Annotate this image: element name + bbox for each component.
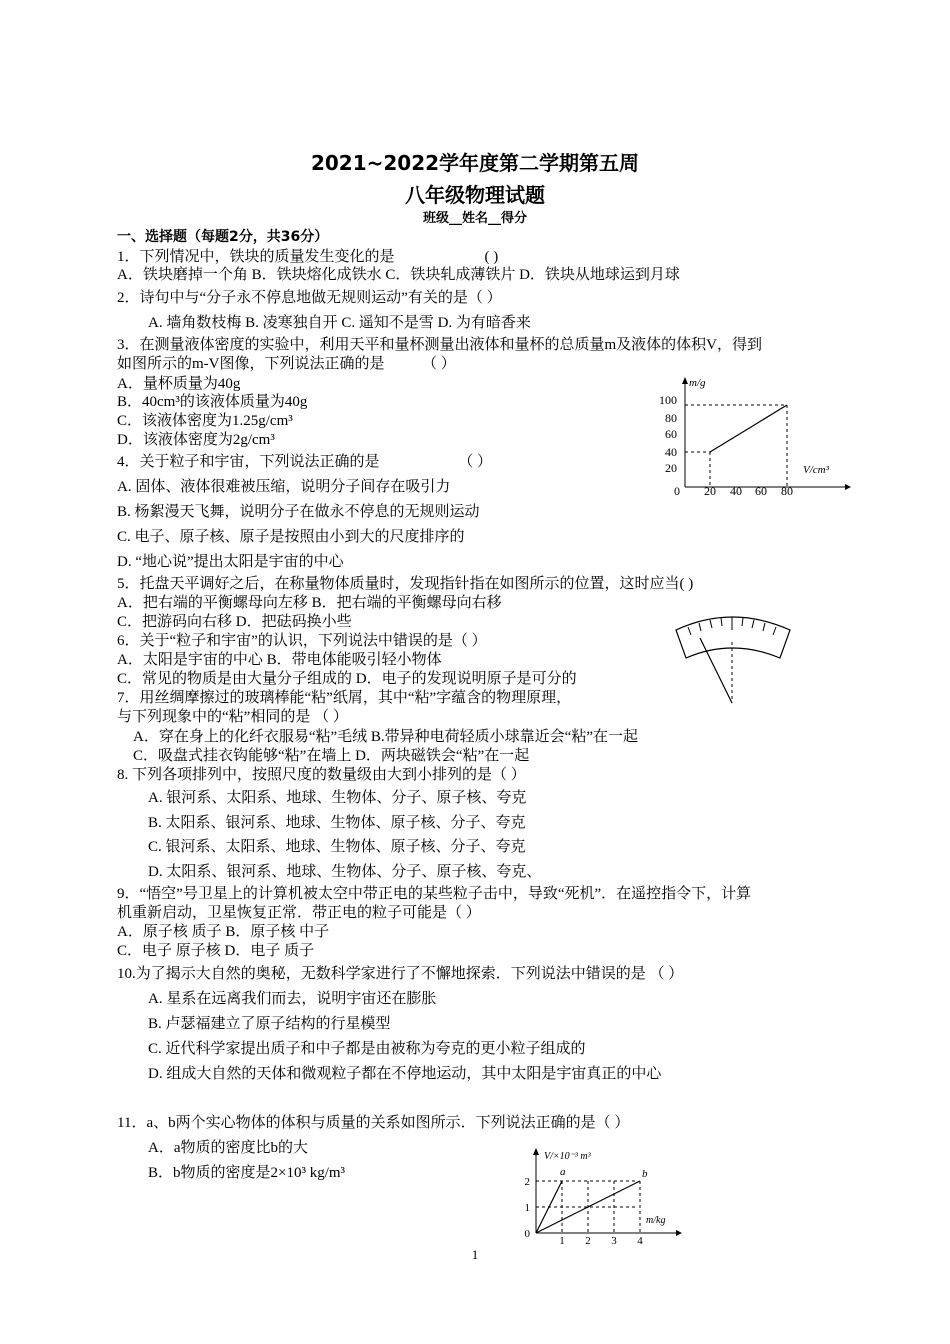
question-line: 11．a、b两个实心物体的体积与质量的关系如图所示．下列说法正确的是（ ） — [117, 1115, 630, 1131]
y-tick: 60 — [665, 427, 677, 441]
question-line: B. 杨絮漫天飞舞，说明分子在做永不停息的无规则运动 — [117, 504, 480, 520]
question-line: B. 卢瑟福建立了原子结构的行星模型 — [148, 1016, 391, 1032]
y-tick: 80 — [665, 411, 677, 425]
data-line — [710, 405, 787, 452]
question-line: 10.为了揭示大自然的奥秘，无数科学家进行了不懈地探索．下列说法中错误的是 （ ） — [117, 966, 684, 982]
question-line: A. 银河系、太阳系、地球、生物体、分子、原子核、夸克 — [148, 790, 527, 806]
question-line: 9．“悟空”号卫星上的计算机被太空中带正电的某些粒子击中，导致“死机”．在遥控指令下，计算 — [117, 886, 752, 902]
question-line: A．太阳是宇宙的中心 B．带电体能吸引轻小物体 — [117, 652, 442, 668]
y-tick: 20 — [665, 461, 677, 475]
question-line: C．该液体密度为1.25g/cm³ — [117, 413, 293, 429]
x-tick: 40 — [730, 484, 742, 498]
page-title: 2021~2022学年度第二学期第五周 — [310, 151, 640, 175]
x-tick: 1 — [559, 1235, 565, 1245]
x-axis-label: V/cm³ — [803, 464, 829, 476]
question-line: A．原子核 质子 B．原子核 中子 — [117, 924, 330, 940]
question-line: 机重新启动，卫星恢复正常．带正电的粒子可能是（ ） — [117, 905, 481, 921]
question-line: A. 墙角数枝梅 B. 凌寒独自开 C. 遥知不是雪 D. 为有暗香来 — [148, 315, 531, 331]
x-tick: 3 — [611, 1235, 617, 1245]
question-line: A．穿在身上的化纤衣服易“粘”毛绒 B.带异种电荷轻质小球靠近会“粘”在一起 — [133, 729, 638, 745]
question-line: 6．关于“粒子和宇宙”的认识，下列说法中错误的是（ ） — [117, 633, 487, 649]
y-axis-label: m/g — [689, 377, 706, 389]
question-line: A．量杯质量为40g — [117, 376, 241, 392]
series-a-line — [536, 1181, 562, 1233]
question-line: 如图所示的m-V图像，下列说法正确的是 （ ） — [117, 356, 456, 372]
question-line: C. 电子、原子核、原子是按照由小到大的尺度排序的 — [117, 529, 465, 545]
question-line: A．a物质的密度比b的大 — [148, 1140, 308, 1156]
balance-dial — [668, 608, 798, 708]
page-number: 1 — [471, 1247, 479, 1262]
question-line: B．b物质的密度是2×10³ kg/m³ — [148, 1165, 346, 1181]
question-line: B．40cm³的该液体质量为40g — [117, 394, 308, 410]
question-line: A．把右端的平衡螺母向左移 B．把右端的平衡螺母向右移 — [117, 595, 502, 611]
y-axis-label: V/×10⁻³ m³ — [544, 1151, 591, 1162]
question-line: B. 太阳系、银河系、地球、生物体、原子核、分子、夸克 — [148, 815, 526, 831]
x-tick: 2 — [585, 1235, 591, 1245]
student-info-line: 班级__姓名__得分 — [422, 211, 527, 226]
page-subtitle: 八年级物理试题 — [405, 183, 545, 207]
x-tick: 60 — [755, 484, 767, 498]
x-tick: 80 — [781, 484, 793, 498]
question-line: D. “地心说”提出太阳是宇宙的中心 — [117, 554, 344, 570]
question-line: 5．托盘天平调好之后，在称量物体质量时，发现指针指在如图所示的位置，这时应当( ) — [117, 576, 694, 592]
x-tick: 4 — [637, 1235, 643, 1245]
y-tick: 100 — [659, 393, 677, 407]
question-line: C．常见的物质是由大量分子组成的 D．电子的发现说明原子是可分的 — [117, 671, 577, 687]
section-heading: 一、选择题（每题2分，共36分） — [117, 229, 329, 245]
y-tick: 1 — [524, 1202, 530, 1214]
question-line: 7．用丝绸摩擦过的玻璃棒能“粘”纸屑，其中“粘”字蕴含的物理原理， — [117, 690, 572, 706]
x-axis-label: m/kg — [646, 1215, 666, 1226]
question-line: C．把游码向右移 D．把砝码换小些 — [117, 614, 352, 630]
question-line: A．铁块磨掉一个角 B．铁块熔化成铁水 C．铁块轧成薄铁片 D．铁块从地球运到月球 — [117, 267, 680, 283]
question-line: C．电子 原子核 D．电子 质子 — [117, 943, 315, 959]
question-line: C. 近代科学家提出质子和中子都是由被称为夸克的更小粒子组成的 — [148, 1041, 586, 1057]
y-tick: 40 — [665, 445, 677, 459]
question-line: D. 组成大自然的天体和微观粒子都在不停地运动，其中太阳是宇宙真正的中心 — [148, 1066, 662, 1082]
y-tick: 0 — [524, 1228, 530, 1240]
x-tick: 0 — [674, 484, 680, 498]
question-line: A. 固体、液体很难被压缩，说明分子间存在吸引力 — [117, 479, 451, 495]
question-line: D. 太阳系、银河系、地球、生物体、分子、原子核、夸克、 — [148, 864, 542, 880]
x-tick: 20 — [704, 484, 716, 498]
vm-graph — [518, 1145, 688, 1245]
question-line: 2．诗句中与“分子永不停息地做无规则运动”有关的是（ ） — [117, 290, 502, 306]
question-line: C．吸盘式挂衣钩能够“粘”在墙上 D．两块磁铁会“粘”在一起 — [133, 748, 530, 764]
question-line: 1．下列情况中，铁块的质量发生变化的是 ( ) — [117, 249, 499, 265]
mv-graph — [655, 372, 855, 502]
question-line: C. 银河系、太阳系、地球、生物体、原子核、分子、夸克 — [148, 839, 526, 855]
y-tick: 2 — [524, 1176, 530, 1188]
question-line: 4．关于粒子和宇宙，下列说法正确的是 （ ） — [117, 454, 493, 470]
series-b-label: b — [642, 1168, 648, 1180]
question-line: 3．在测量液体密度的实验中，利用天平和量杯测量出液体和量杯的总质量m及液体的体积V，得到 — [117, 337, 763, 353]
series-a-label: a — [560, 1166, 566, 1178]
question-line: A. 星系在远离我们而去，说明宇宙还在膨胀 — [148, 991, 437, 1007]
question-line: 8. 下列各项排列中，按照尺度的数量级由大到小排列的是（ ） — [117, 767, 526, 783]
question-line: 与下列现象中的“粘”相同的是 （ ） — [117, 709, 348, 725]
question-line: D．该液体密度为2g/cm³ — [117, 432, 275, 448]
